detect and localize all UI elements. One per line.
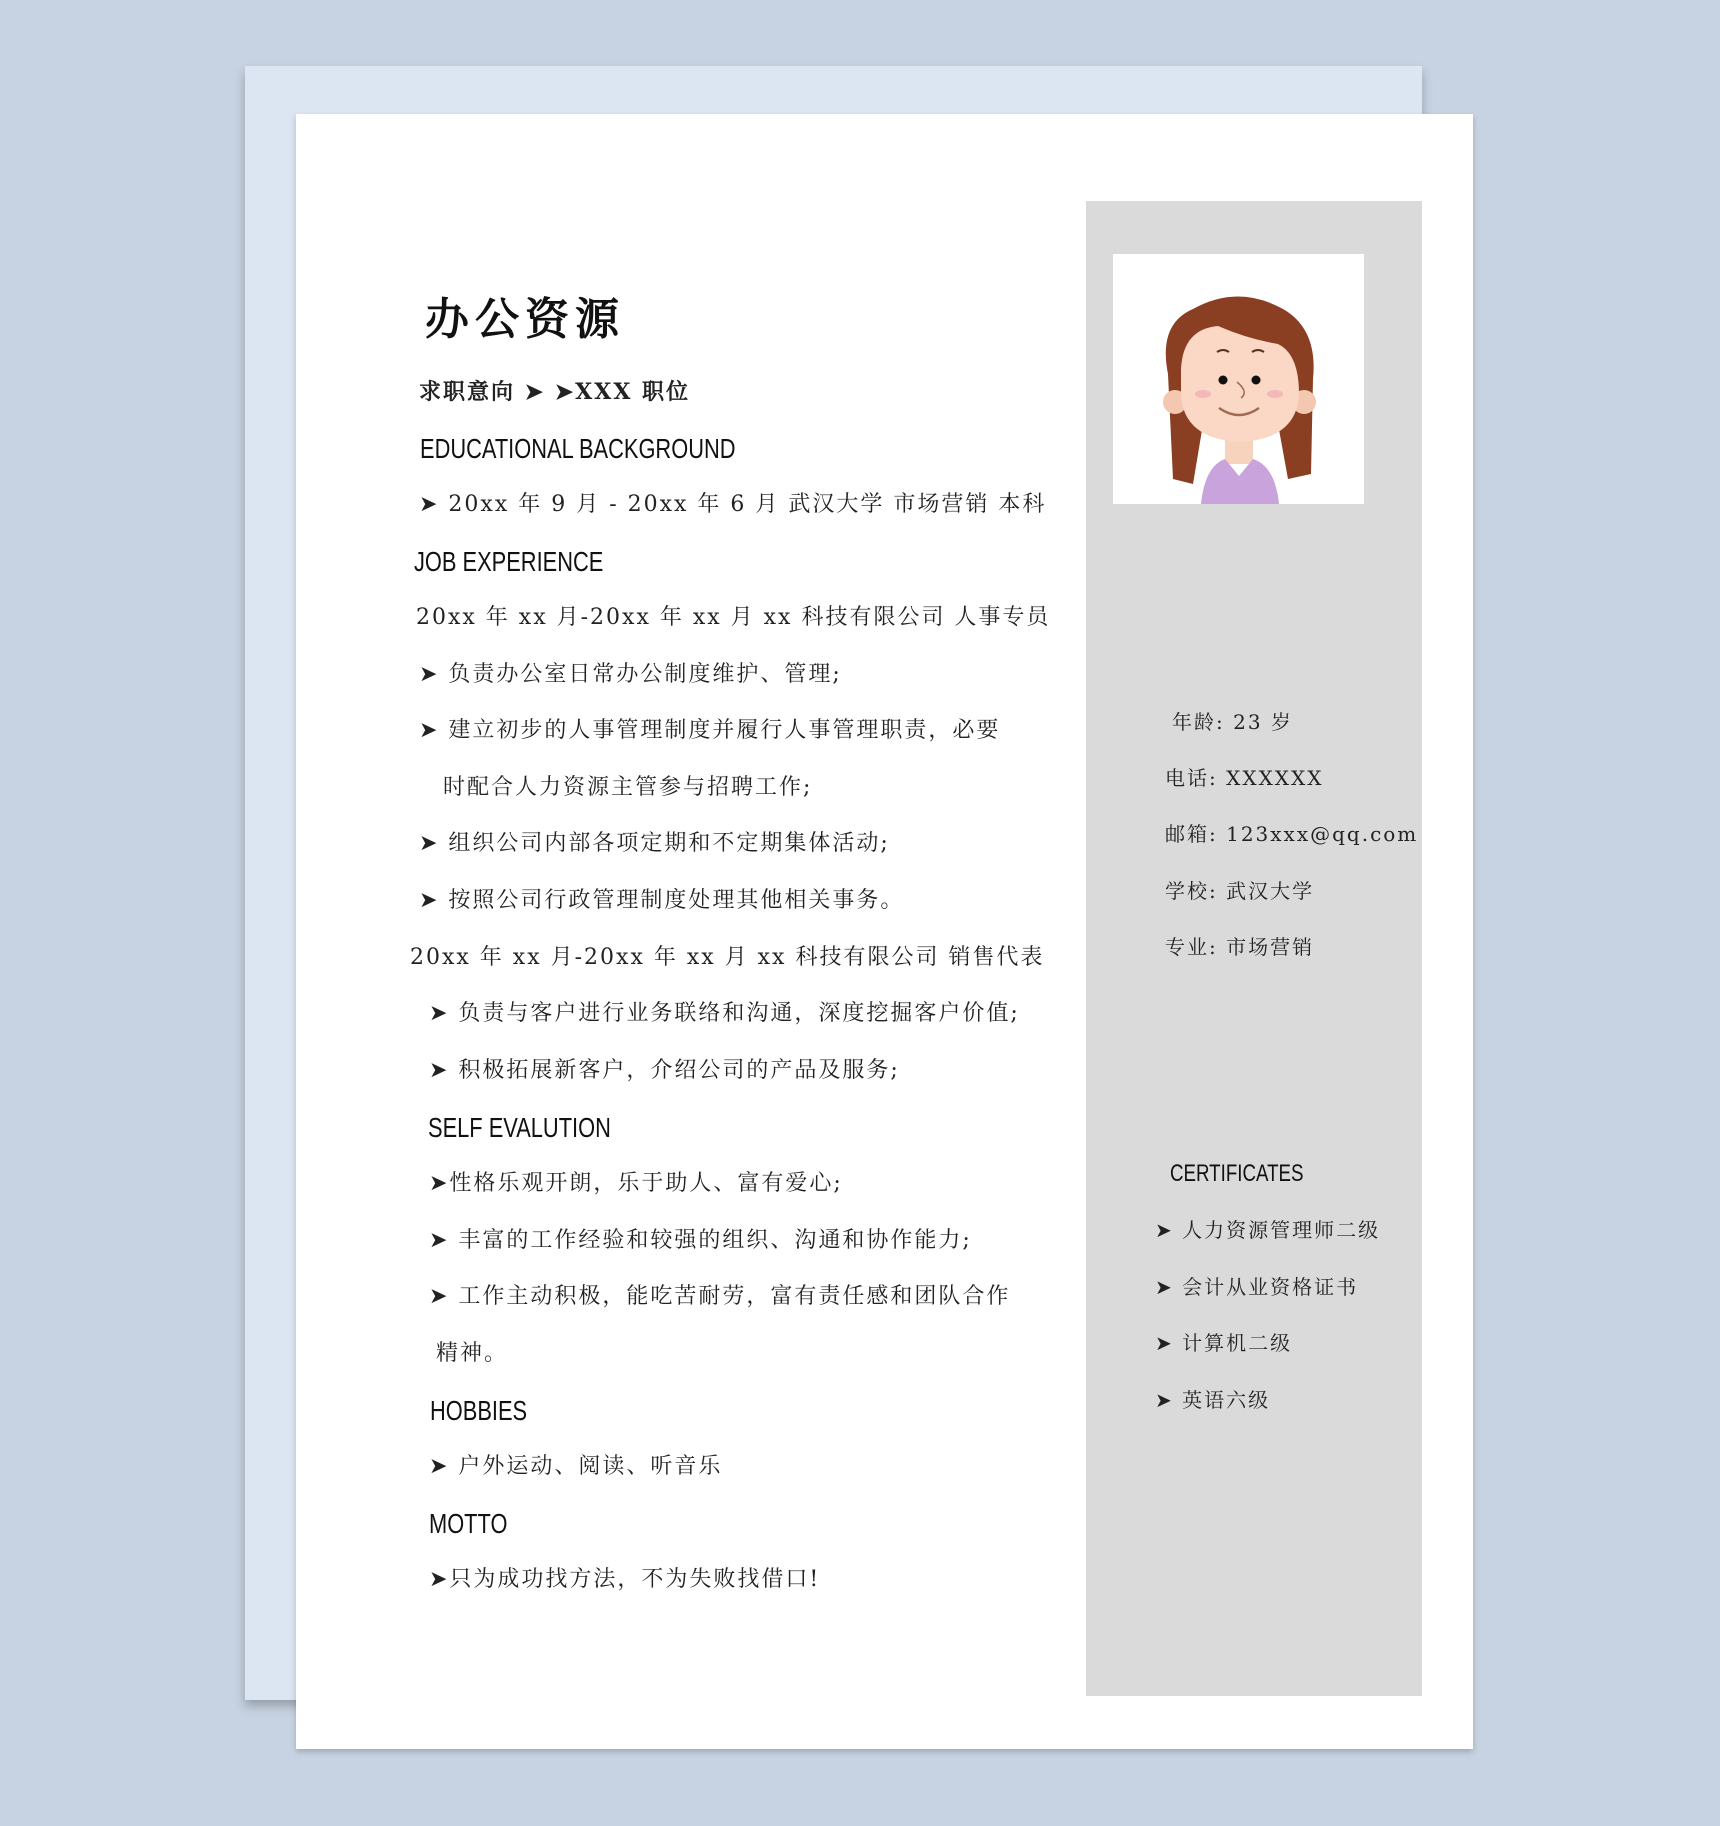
girl-avatar-icon [1113,254,1364,504]
job-line: ➤ 负责与客户进行业务联络和沟通，深度挖掘客户价值; [429,1001,1020,1026]
info-age: 年龄: 23 岁 [1172,710,1293,734]
avatar [1113,254,1364,504]
certificates-heading: CERTIFICATES [1170,1160,1304,1187]
job-line: 20xx 年 xx 月-20xx 年 xx 月 xx 科技有限公司 人事专员 [416,605,1051,630]
job-line: ➤ 积极拓展新客户，介绍公司的产品及服务; [429,1058,900,1083]
education-heading: EDUCATIONAL BACKGROUND [420,433,736,464]
hobbies-heading: HOBBIES [430,1395,528,1426]
resume-name: 办公资源 [425,294,625,345]
self-line: ➤ 丰富的工作经验和较强的组织、沟通和协作能力; [429,1228,972,1253]
self-line: ➤性格乐观开朗，乐于助人、富有爱心; [429,1171,843,1196]
education-item: ➤ 20xx 年 9 月 - 20xx 年 6 月 武汉大学 市场营销 本科 [419,492,1047,517]
self-evaluation-heading: SELF EVALUTION [428,1112,611,1143]
hobbies-line: ➤ 户外运动、阅读、听音乐 [429,1454,723,1479]
info-email: 邮箱: 123xxx@qq.com [1165,822,1419,846]
job-line: ➤ 按照公司行政管理制度处理其他相关事务。 [419,888,905,913]
certificate-item: ➤ 会计从业资格证书 [1155,1275,1359,1299]
certificate-item: ➤ 计算机二级 [1155,1331,1293,1355]
job-line: ➤ 组织公司内部各项定期和不定期集体活动; [419,831,890,856]
job-line: ➤ 负责办公室日常办公制度维护、管理; [419,662,842,687]
job-line: ➤ 建立初步的人事管理制度并履行人事管理职责，必要 [419,718,1001,743]
self-line: 精神。 [436,1341,509,1366]
motto-heading: MOTTO [429,1508,508,1539]
job-heading: JOB EXPERIENCE [414,546,604,577]
certificate-item: ➤ 英语六级 [1155,1388,1271,1412]
job-intent: 求职意向 ➤ ➤XXX 职位 [419,379,691,405]
job-line: 时配合人力资源主管参与招聘工作; [443,775,813,800]
job-line: 20xx 年 xx 月-20xx 年 xx 月 xx 科技有限公司 销售代表 [410,945,1045,970]
info-school: 学校: 武汉大学 [1165,879,1315,903]
motto-line: ➤只为成功找方法，不为失败找借口! [429,1567,821,1592]
info-phone: 电话: XXXXXX [1165,766,1324,790]
info-major: 专业: 市场营销 [1165,935,1315,959]
self-line: ➤ 工作主动积极，能吃苦耐劳，富有责任感和团队合作 [429,1284,1011,1309]
certificate-item: ➤ 人力资源管理师二级 [1155,1218,1381,1242]
